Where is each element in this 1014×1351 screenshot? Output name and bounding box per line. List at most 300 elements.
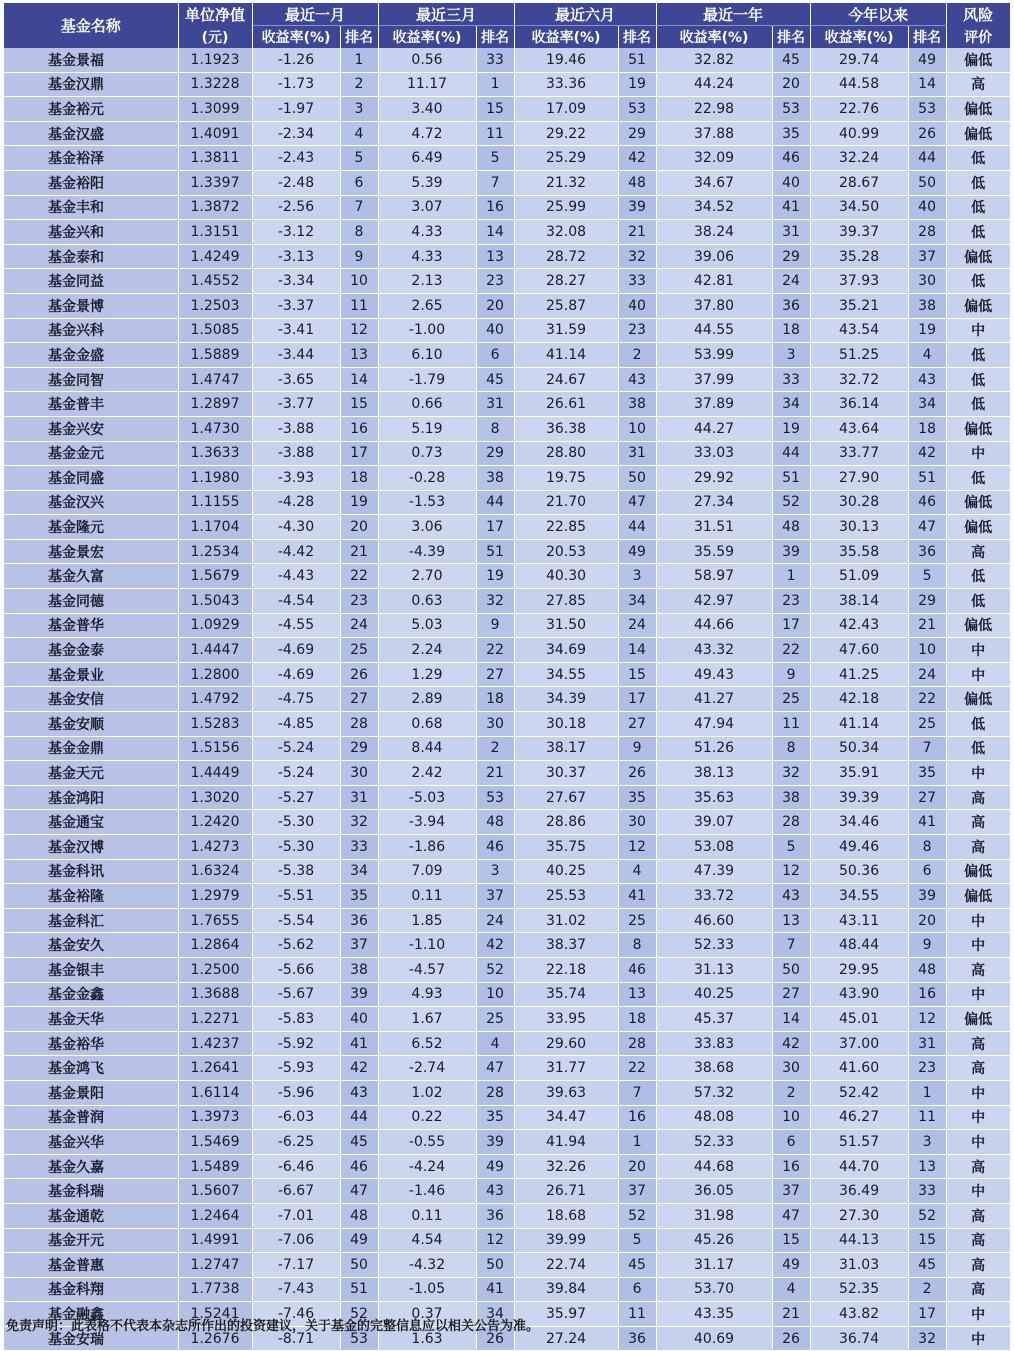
- disclaimer-text: 免责声明：此表格不代表本杂志所作出的投资建议，关于基金的完整信息应以相关公告为准。: [6, 1319, 540, 1334]
- cell-rank-ytd: 43: [908, 367, 946, 392]
- cell-nav: 1.3688: [178, 982, 252, 1007]
- cell-return-ytd: 37.00: [810, 1031, 908, 1056]
- cell-risk: 偏低: [946, 121, 1010, 146]
- table-body: [4, 48, 1010, 1351]
- cell-rank-1m: 13: [340, 343, 378, 368]
- cell-return-3m: 5.03: [378, 613, 476, 638]
- cell-return-3m: -1.46: [378, 1179, 476, 1204]
- cell-rank-1m: 50: [340, 1253, 378, 1278]
- cell-return-1y: 33.83: [656, 1031, 772, 1056]
- header-fund-name: 基金名称: [4, 3, 178, 48]
- cell-rank-6m: 1: [618, 1130, 656, 1155]
- cell-fund-name: 基金天元: [4, 761, 178, 786]
- cell-rank-ytd: 32: [908, 1326, 946, 1351]
- cell-return-1y: 49.43: [656, 662, 772, 687]
- table-row: [4, 687, 1010, 712]
- cell-rank-6m: 8: [618, 933, 656, 958]
- cell-return-1y: 38.13: [656, 761, 772, 786]
- cell-return-3m: -5.03: [378, 785, 476, 810]
- cell-return-1m: -6.67: [252, 1179, 340, 1204]
- cell-return-1y: 27.34: [656, 490, 772, 515]
- cell-return-3m: 0.73: [378, 441, 476, 466]
- cell-nav: 1.3811: [178, 146, 252, 171]
- cell-nav: 1.0929: [178, 613, 252, 638]
- cell-fund-name: 基金兴安: [4, 416, 178, 441]
- cell-return-1m: -5.30: [252, 835, 340, 860]
- cell-fund-name: 基金丰和: [4, 195, 178, 220]
- cell-return-3m: -1.79: [378, 367, 476, 392]
- cell-fund-name: 基金科翔: [4, 1277, 178, 1302]
- cell-rank-3m: 32: [476, 589, 514, 614]
- cell-return-6m: 35.75: [514, 835, 618, 860]
- cell-rank-1m: 34: [340, 859, 378, 884]
- cell-return-3m: -1.10: [378, 933, 476, 958]
- cell-rank-ytd: 4: [908, 343, 946, 368]
- cell-return-1y: 53.70: [656, 1277, 772, 1302]
- cell-rank-ytd: 39: [908, 884, 946, 909]
- table-row: [4, 318, 1010, 343]
- cell-fund-name: 基金安瑞: [4, 1326, 178, 1351]
- cell-rank-3m: 1: [476, 72, 514, 97]
- cell-return-1y: 39.07: [656, 810, 772, 835]
- cell-fund-name: 基金久富: [4, 564, 178, 589]
- cell-nav: 1.2800: [178, 662, 252, 687]
- header-period-3m: 最近三月: [378, 3, 514, 26]
- cell-return-ytd: 38.14: [810, 589, 908, 614]
- cell-risk: 低: [946, 367, 1010, 392]
- cell-return-3m: 6.52: [378, 1031, 476, 1056]
- cell-rank-6m: 14: [618, 638, 656, 663]
- cell-fund-name: 基金开元: [4, 1228, 178, 1253]
- cell-return-ytd: 33.77: [810, 441, 908, 466]
- cell-rank-6m: 39: [618, 195, 656, 220]
- cell-rank-6m: 29: [618, 121, 656, 146]
- cell-rank-1y: 6: [772, 1130, 810, 1155]
- cell-risk: 低: [946, 589, 1010, 614]
- cell-rank-6m: 2: [618, 343, 656, 368]
- cell-rank-1y: 47: [772, 1203, 810, 1228]
- cell-rank-ytd: 49: [908, 48, 946, 72]
- cell-return-1y: 22.98: [656, 97, 772, 122]
- cell-nav: 1.3228: [178, 72, 252, 97]
- cell-return-6m: 18.68: [514, 1203, 618, 1228]
- table-row: [4, 1154, 1010, 1179]
- cell-return-3m: 0.11: [378, 1203, 476, 1228]
- cell-rank-3m: 21: [476, 761, 514, 786]
- cell-rank-1y: 40: [772, 170, 810, 195]
- cell-return-6m: 31.02: [514, 908, 618, 933]
- cell-return-1y: 44.27: [656, 416, 772, 441]
- cell-rank-1m: 7: [340, 195, 378, 220]
- cell-rank-1m: 6: [340, 170, 378, 195]
- cell-return-ytd: 43.54: [810, 318, 908, 343]
- cell-return-1m: -7.17: [252, 1253, 340, 1278]
- cell-rank-3m: 44: [476, 490, 514, 515]
- cell-risk: 中: [946, 662, 1010, 687]
- cell-fund-name: 基金同智: [4, 367, 178, 392]
- cell-risk: 偏低: [946, 515, 1010, 540]
- header-period-1m: 最近一月: [252, 3, 378, 26]
- cell-return-ytd: 41.60: [810, 1056, 908, 1081]
- cell-risk: 中: [946, 318, 1010, 343]
- table-row: [4, 1105, 1010, 1130]
- cell-return-ytd: 44.70: [810, 1154, 908, 1179]
- cell-fund-name: 基金普惠: [4, 1253, 178, 1278]
- cell-return-3m: 11.17: [378, 72, 476, 97]
- table-row: [4, 736, 1010, 761]
- cell-rank-3m: 4: [476, 1031, 514, 1056]
- cell-return-3m: 4.93: [378, 982, 476, 1007]
- cell-return-1m: -2.34: [252, 121, 340, 146]
- cell-rank-ytd: 26: [908, 121, 946, 146]
- header-return-1y: 收益率(%): [656, 26, 772, 49]
- cell-rank-ytd: 53: [908, 97, 946, 122]
- cell-rank-6m: 6: [618, 1277, 656, 1302]
- cell-risk: 高: [946, 785, 1010, 810]
- cell-rank-3m: 13: [476, 244, 514, 269]
- cell-return-ytd: 44.58: [810, 72, 908, 97]
- table-header: [4, 3, 1010, 48]
- cell-return-ytd: 34.55: [810, 884, 908, 909]
- cell-rank-3m: 31: [476, 392, 514, 417]
- header-rank-ytd: 排名: [908, 26, 946, 49]
- cell-rank-1y: 35: [772, 121, 810, 146]
- cell-rank-1m: 2: [340, 72, 378, 97]
- cell-fund-name: 基金汉博: [4, 835, 178, 860]
- cell-rank-1m: 5: [340, 146, 378, 171]
- cell-rank-1y: 20: [772, 72, 810, 97]
- cell-rank-1m: 49: [340, 1228, 378, 1253]
- cell-rank-3m: 47: [476, 1056, 514, 1081]
- cell-return-3m: 2.13: [378, 269, 476, 294]
- cell-nav: 1.2747: [178, 1253, 252, 1278]
- cell-return-1m: -5.54: [252, 908, 340, 933]
- cell-rank-3m: 52: [476, 957, 514, 982]
- cell-rank-6m: 44: [618, 515, 656, 540]
- cell-rank-ytd: 24: [908, 662, 946, 687]
- cell-fund-name: 基金裕元: [4, 97, 178, 122]
- cell-return-6m: 38.17: [514, 736, 618, 761]
- cell-return-3m: -4.57: [378, 957, 476, 982]
- cell-return-1m: -1.73: [252, 72, 340, 97]
- cell-return-6m: 39.84: [514, 1277, 618, 1302]
- cell-return-ytd: 50.36: [810, 859, 908, 884]
- cell-rank-3m: 14: [476, 220, 514, 245]
- cell-rank-3m: 50: [476, 1253, 514, 1278]
- cell-return-1y: 35.63: [656, 785, 772, 810]
- cell-rank-6m: 41: [618, 884, 656, 909]
- cell-return-1y: 38.24: [656, 220, 772, 245]
- cell-return-1m: -2.43: [252, 146, 340, 171]
- cell-risk: 高: [946, 1277, 1010, 1302]
- cell-nav: 1.4449: [178, 761, 252, 786]
- cell-risk: 偏低: [946, 244, 1010, 269]
- cell-fund-name: 基金天华: [4, 1007, 178, 1032]
- cell-rank-3m: 28: [476, 1080, 514, 1105]
- cell-return-1y: 31.13: [656, 957, 772, 982]
- cell-fund-name: 基金融鑫: [4, 1302, 178, 1327]
- table-row: [4, 416, 1010, 441]
- cell-nav: 1.5043: [178, 589, 252, 614]
- cell-rank-ytd: 38: [908, 293, 946, 318]
- cell-return-ytd: 35.21: [810, 293, 908, 318]
- cell-rank-1y: 53: [772, 97, 810, 122]
- cell-rank-1y: 45: [772, 48, 810, 72]
- cell-rank-1m: 32: [340, 810, 378, 835]
- cell-rank-6m: 35: [618, 785, 656, 810]
- cell-fund-name: 基金裕阳: [4, 170, 178, 195]
- header-nav-unit: (元): [178, 26, 252, 49]
- cell-rank-ytd: 9: [908, 933, 946, 958]
- cell-risk: 中: [946, 638, 1010, 663]
- cell-rank-1m: 44: [340, 1105, 378, 1130]
- cell-rank-1m: 51: [340, 1277, 378, 1302]
- cell-return-3m: 8.44: [378, 736, 476, 761]
- cell-return-ytd: 51.25: [810, 343, 908, 368]
- cell-nav: 1.3973: [178, 1105, 252, 1130]
- cell-nav: 1.4447: [178, 638, 252, 663]
- cell-rank-6m: 4: [618, 859, 656, 884]
- header-period-ytd: 今年以来: [810, 3, 946, 26]
- cell-return-6m: 21.70: [514, 490, 618, 515]
- cell-rank-1m: 8: [340, 220, 378, 245]
- cell-return-1y: 32.09: [656, 146, 772, 171]
- cell-return-1m: -5.62: [252, 933, 340, 958]
- cell-nav: 1.2464: [178, 1203, 252, 1228]
- cell-rank-3m: 33: [476, 48, 514, 72]
- cell-rank-1m: 21: [340, 539, 378, 564]
- cell-rank-1m: 19: [340, 490, 378, 515]
- cell-rank-1m: 18: [340, 466, 378, 491]
- cell-fund-name: 基金汉鼎: [4, 72, 178, 97]
- cell-rank-6m: 24: [618, 613, 656, 638]
- cell-rank-1y: 32: [772, 761, 810, 786]
- cell-return-1y: 42.97: [656, 589, 772, 614]
- header-rank-1y: 排名: [772, 26, 810, 49]
- cell-nav: 1.2641: [178, 1056, 252, 1081]
- table-row: [4, 564, 1010, 589]
- cell-return-ytd: 29.74: [810, 48, 908, 72]
- cell-return-1m: -3.12: [252, 220, 340, 245]
- cell-rank-1y: 33: [772, 367, 810, 392]
- header-period-6m: 最近六月: [514, 3, 656, 26]
- cell-risk: 中: [946, 933, 1010, 958]
- cell-rank-3m: 49: [476, 1154, 514, 1179]
- cell-return-6m: 17.09: [514, 97, 618, 122]
- cell-return-1m: -5.67: [252, 982, 340, 1007]
- cell-nav: 1.4552: [178, 269, 252, 294]
- cell-nav: 1.2864: [178, 933, 252, 958]
- cell-return-1m: -7.46: [252, 1302, 340, 1327]
- cell-rank-6m: 42: [618, 146, 656, 171]
- cell-rank-ytd: 12: [908, 1007, 946, 1032]
- cell-nav: 1.2420: [178, 810, 252, 835]
- cell-rank-1m: 33: [340, 835, 378, 860]
- cell-return-3m: 1.85: [378, 908, 476, 933]
- cell-return-6m: 25.29: [514, 146, 618, 171]
- cell-rank-1m: 3: [340, 97, 378, 122]
- cell-return-3m: 2.70: [378, 564, 476, 589]
- cell-return-1m: -4.43: [252, 564, 340, 589]
- cell-rank-1m: 26: [340, 662, 378, 687]
- cell-return-6m: 33.95: [514, 1007, 618, 1032]
- cell-rank-3m: 8: [476, 416, 514, 441]
- cell-nav: 1.4273: [178, 835, 252, 860]
- header-rank-3m: 排名: [476, 26, 514, 49]
- cell-return-1y: 42.81: [656, 269, 772, 294]
- cell-fund-name: 基金景业: [4, 662, 178, 687]
- cell-rank-6m: 25: [618, 908, 656, 933]
- cell-return-6m: 30.18: [514, 712, 618, 737]
- header-return-3m: 收益率(%): [378, 26, 476, 49]
- cell-rank-1m: 42: [340, 1056, 378, 1081]
- cell-return-6m: 34.39: [514, 687, 618, 712]
- cell-risk: 中: [946, 1326, 1010, 1351]
- cell-return-6m: 35.97: [514, 1302, 618, 1327]
- cell-rank-ytd: 47: [908, 515, 946, 540]
- cell-rank-6m: 31: [618, 441, 656, 466]
- cell-return-ytd: 29.95: [810, 957, 908, 982]
- cell-rank-1m: 14: [340, 367, 378, 392]
- cell-rank-1m: 23: [340, 589, 378, 614]
- cell-nav: 1.1980: [178, 466, 252, 491]
- cell-rank-1m: 11: [340, 293, 378, 318]
- cell-return-3m: 4.54: [378, 1228, 476, 1253]
- cell-return-1y: 41.27: [656, 687, 772, 712]
- cell-return-6m: 30.37: [514, 761, 618, 786]
- table-row: [4, 908, 1010, 933]
- cell-rank-6m: 46: [618, 957, 656, 982]
- cell-risk: 偏低: [946, 859, 1010, 884]
- cell-return-1m: -5.93: [252, 1056, 340, 1081]
- table-row: [4, 121, 1010, 146]
- cell-rank-ytd: 17: [908, 1302, 946, 1327]
- cell-return-1y: 48.08: [656, 1105, 772, 1130]
- cell-rank-6m: 40: [618, 293, 656, 318]
- cell-rank-1y: 11: [772, 712, 810, 737]
- cell-rank-6m: 36: [618, 1326, 656, 1351]
- cell-rank-6m: 16: [618, 1105, 656, 1130]
- cell-return-6m: 34.47: [514, 1105, 618, 1130]
- cell-return-3m: 6.49: [378, 146, 476, 171]
- cell-rank-ytd: 25: [908, 712, 946, 737]
- cell-risk: 低: [946, 269, 1010, 294]
- cell-rank-ytd: 3: [908, 1130, 946, 1155]
- cell-return-ytd: 45.01: [810, 1007, 908, 1032]
- cell-nav: 1.4747: [178, 367, 252, 392]
- cell-rank-1y: 17: [772, 613, 810, 638]
- cell-return-1m: -7.01: [252, 1203, 340, 1228]
- cell-return-1y: 37.99: [656, 367, 772, 392]
- table-row: [4, 293, 1010, 318]
- cell-rank-3m: 46: [476, 835, 514, 860]
- cell-return-1y: 33.72: [656, 884, 772, 909]
- cell-rank-6m: 19: [618, 72, 656, 97]
- cell-rank-1y: 44: [772, 441, 810, 466]
- cell-rank-6m: 21: [618, 220, 656, 245]
- cell-return-1m: -3.77: [252, 392, 340, 417]
- cell-rank-ytd: 23: [908, 1056, 946, 1081]
- cell-rank-ytd: 22: [908, 687, 946, 712]
- cell-return-6m: 31.77: [514, 1056, 618, 1081]
- cell-return-6m: 32.08: [514, 220, 618, 245]
- cell-nav: 1.7655: [178, 908, 252, 933]
- cell-rank-ytd: 51: [908, 466, 946, 491]
- table-row: [4, 1203, 1010, 1228]
- cell-rank-1m: 20: [340, 515, 378, 540]
- cell-fund-name: 基金兴和: [4, 220, 178, 245]
- cell-rank-1m: 4: [340, 121, 378, 146]
- table-row: [4, 1056, 1010, 1081]
- cell-risk: 偏低: [946, 48, 1010, 72]
- cell-rank-3m: 29: [476, 441, 514, 466]
- cell-return-1y: 58.97: [656, 564, 772, 589]
- cell-rank-3m: 42: [476, 933, 514, 958]
- cell-fund-name: 基金科汇: [4, 908, 178, 933]
- cell-rank-1m: 48: [340, 1203, 378, 1228]
- cell-rank-1y: 15: [772, 1228, 810, 1253]
- cell-fund-name: 基金科讯: [4, 859, 178, 884]
- cell-return-1y: 45.37: [656, 1007, 772, 1032]
- cell-return-6m: 41.94: [514, 1130, 618, 1155]
- cell-return-1m: -7.43: [252, 1277, 340, 1302]
- cell-fund-name: 基金泰和: [4, 244, 178, 269]
- cell-rank-6m: 13: [618, 982, 656, 1007]
- cell-rank-1y: 24: [772, 269, 810, 294]
- header-return-6m: 收益率(%): [514, 26, 618, 49]
- cell-rank-3m: 35: [476, 1105, 514, 1130]
- cell-risk: 高: [946, 810, 1010, 835]
- table-row: [4, 1228, 1010, 1253]
- cell-return-1y: 31.17: [656, 1253, 772, 1278]
- cell-nav: 1.3151: [178, 220, 252, 245]
- cell-rank-ytd: 8: [908, 835, 946, 860]
- header-nav: 单位净值: [178, 3, 252, 26]
- cell-return-ytd: 36.74: [810, 1326, 908, 1351]
- table-row: [4, 662, 1010, 687]
- cell-rank-3m: 23: [476, 269, 514, 294]
- cell-return-ytd: 52.35: [810, 1277, 908, 1302]
- cell-return-3m: 0.68: [378, 712, 476, 737]
- table-row: [4, 72, 1010, 97]
- cell-rank-ytd: 41: [908, 810, 946, 835]
- cell-rank-3m: 22: [476, 638, 514, 663]
- cell-rank-6m: 17: [618, 687, 656, 712]
- cell-rank-1m: 30: [340, 761, 378, 786]
- cell-risk: 中: [946, 1080, 1010, 1105]
- cell-fund-name: 基金银丰: [4, 957, 178, 982]
- cell-return-6m: 22.74: [514, 1253, 618, 1278]
- table-row: [4, 1007, 1010, 1032]
- cell-return-3m: 2.65: [378, 293, 476, 318]
- cell-return-3m: 1.29: [378, 662, 476, 687]
- cell-nav: 1.5085: [178, 318, 252, 343]
- table-row: [4, 441, 1010, 466]
- cell-return-ytd: 43.82: [810, 1302, 908, 1327]
- cell-rank-3m: 51: [476, 539, 514, 564]
- cell-rank-1m: 38: [340, 957, 378, 982]
- cell-return-1m: -1.26: [252, 48, 340, 72]
- cell-nav: 1.5241: [178, 1302, 252, 1327]
- cell-return-1m: -4.75: [252, 687, 340, 712]
- cell-fund-name: 基金隆元: [4, 515, 178, 540]
- cell-risk: 偏低: [946, 1007, 1010, 1032]
- cell-rank-ytd: 1: [908, 1080, 946, 1105]
- cell-return-3m: 0.37: [378, 1302, 476, 1327]
- cell-return-3m: 3.07: [378, 195, 476, 220]
- cell-rank-ytd: 5: [908, 564, 946, 589]
- cell-rank-6m: 34: [618, 589, 656, 614]
